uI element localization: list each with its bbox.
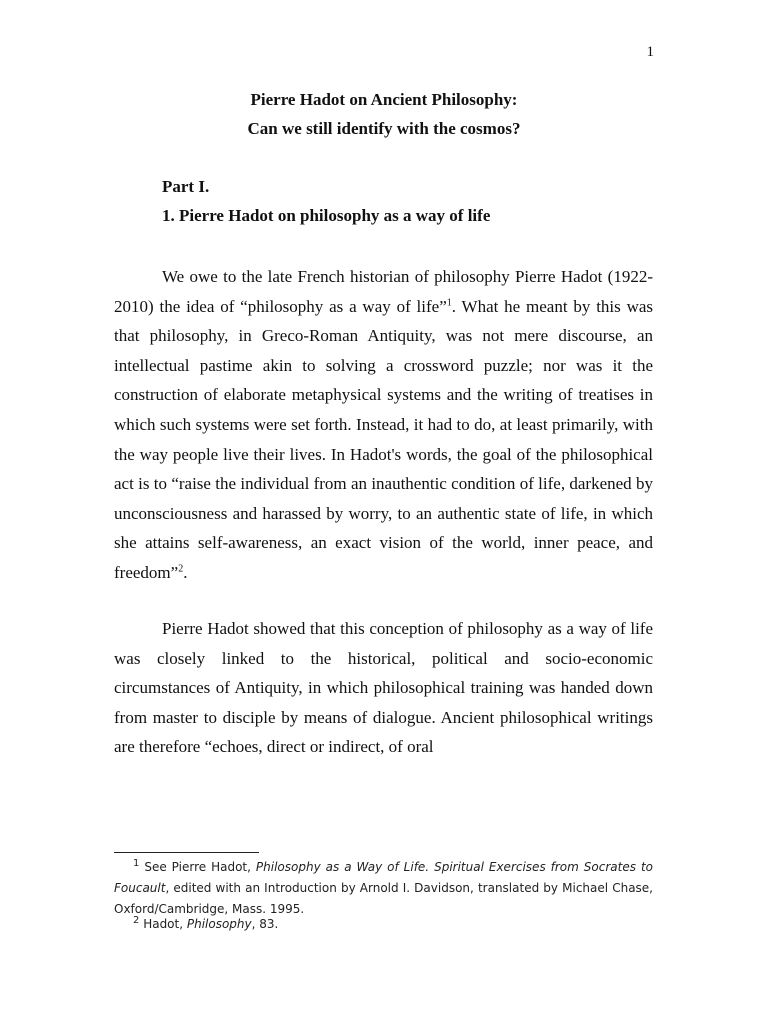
footnote-text: Hadot,: [139, 917, 187, 931]
paragraph-text: .: [183, 562, 188, 582]
footnote-book-title: Philosophy: [186, 917, 252, 931]
document-subtitle: Can we still identify with the cosmos?: [247, 119, 521, 138]
body-paragraph-2: Pierre Hadot showed that this conception of philosophy as a way of life was closely linked to the historical, political and socio-economic circumstances of Antiquity, in which philosophical training was handed down from master to disciple by means of dialogue. Ancient philosophical writings are therefore “echoes, direct or indirect, of oral: [114, 619, 653, 757]
footnote-2: [114, 914, 653, 935]
footnote-reference-1[interactable]: 1: [446, 296, 452, 308]
footnote-reference-2[interactable]: 2: [178, 563, 184, 575]
part-label: Part I.: [162, 177, 210, 196]
page-number: 1: [646, 44, 654, 60]
section-heading: 1. Pierre Hadot on philosophy as a way of life: [162, 206, 491, 225]
footnote-1: [114, 857, 653, 920]
footnote-book-title: Philosophy as a Way of Life. Spiritual Exercises from Socrates to Foucault: [114, 860, 653, 895]
footnote-text: See Pierre Hadot,: [139, 860, 256, 874]
footnote-text: , edited with an Introduction by Arnold I. Davidson, translated by Michael Chase, Oxford/Cambridge, Mass. 1995.: [114, 881, 653, 916]
paragraph-text: . What he meant by this was that philosophy, in Greco-Roman Antiquity, was not mere discourse, an intellectual pastime akin to solving a crossword puzzle; nor was it the construction of elaborate metaphysical systems and the writing of treatises in which such systems were set forth. Instead, it had to do, at least primarily, with the way people live their lives. In Hadot's words, the goal of the philosophical act is to “raise the individual from an inauthentic condition of life, darkened by unconsciousness and harassed by worry, to an authentic state of life, in which she attains self-awareness, an exact vision of the world, inner peace, and freedom”: [114, 296, 654, 582]
paragraph-text: We owe to the late French historian of philosophy Pierre Hadot (1922-2010) the idea of “philosophy as a way of life”: [114, 267, 653, 316]
footnote-text: , 83.: [251, 917, 279, 931]
body-paragraph-1: [114, 262, 653, 588]
footnote-separator: [114, 852, 259, 853]
document-title: Pierre Hadot on Ancient Philosophy:: [250, 90, 518, 109]
footnote-number: 1: [133, 858, 140, 869]
footnote-number: 2: [133, 915, 140, 926]
